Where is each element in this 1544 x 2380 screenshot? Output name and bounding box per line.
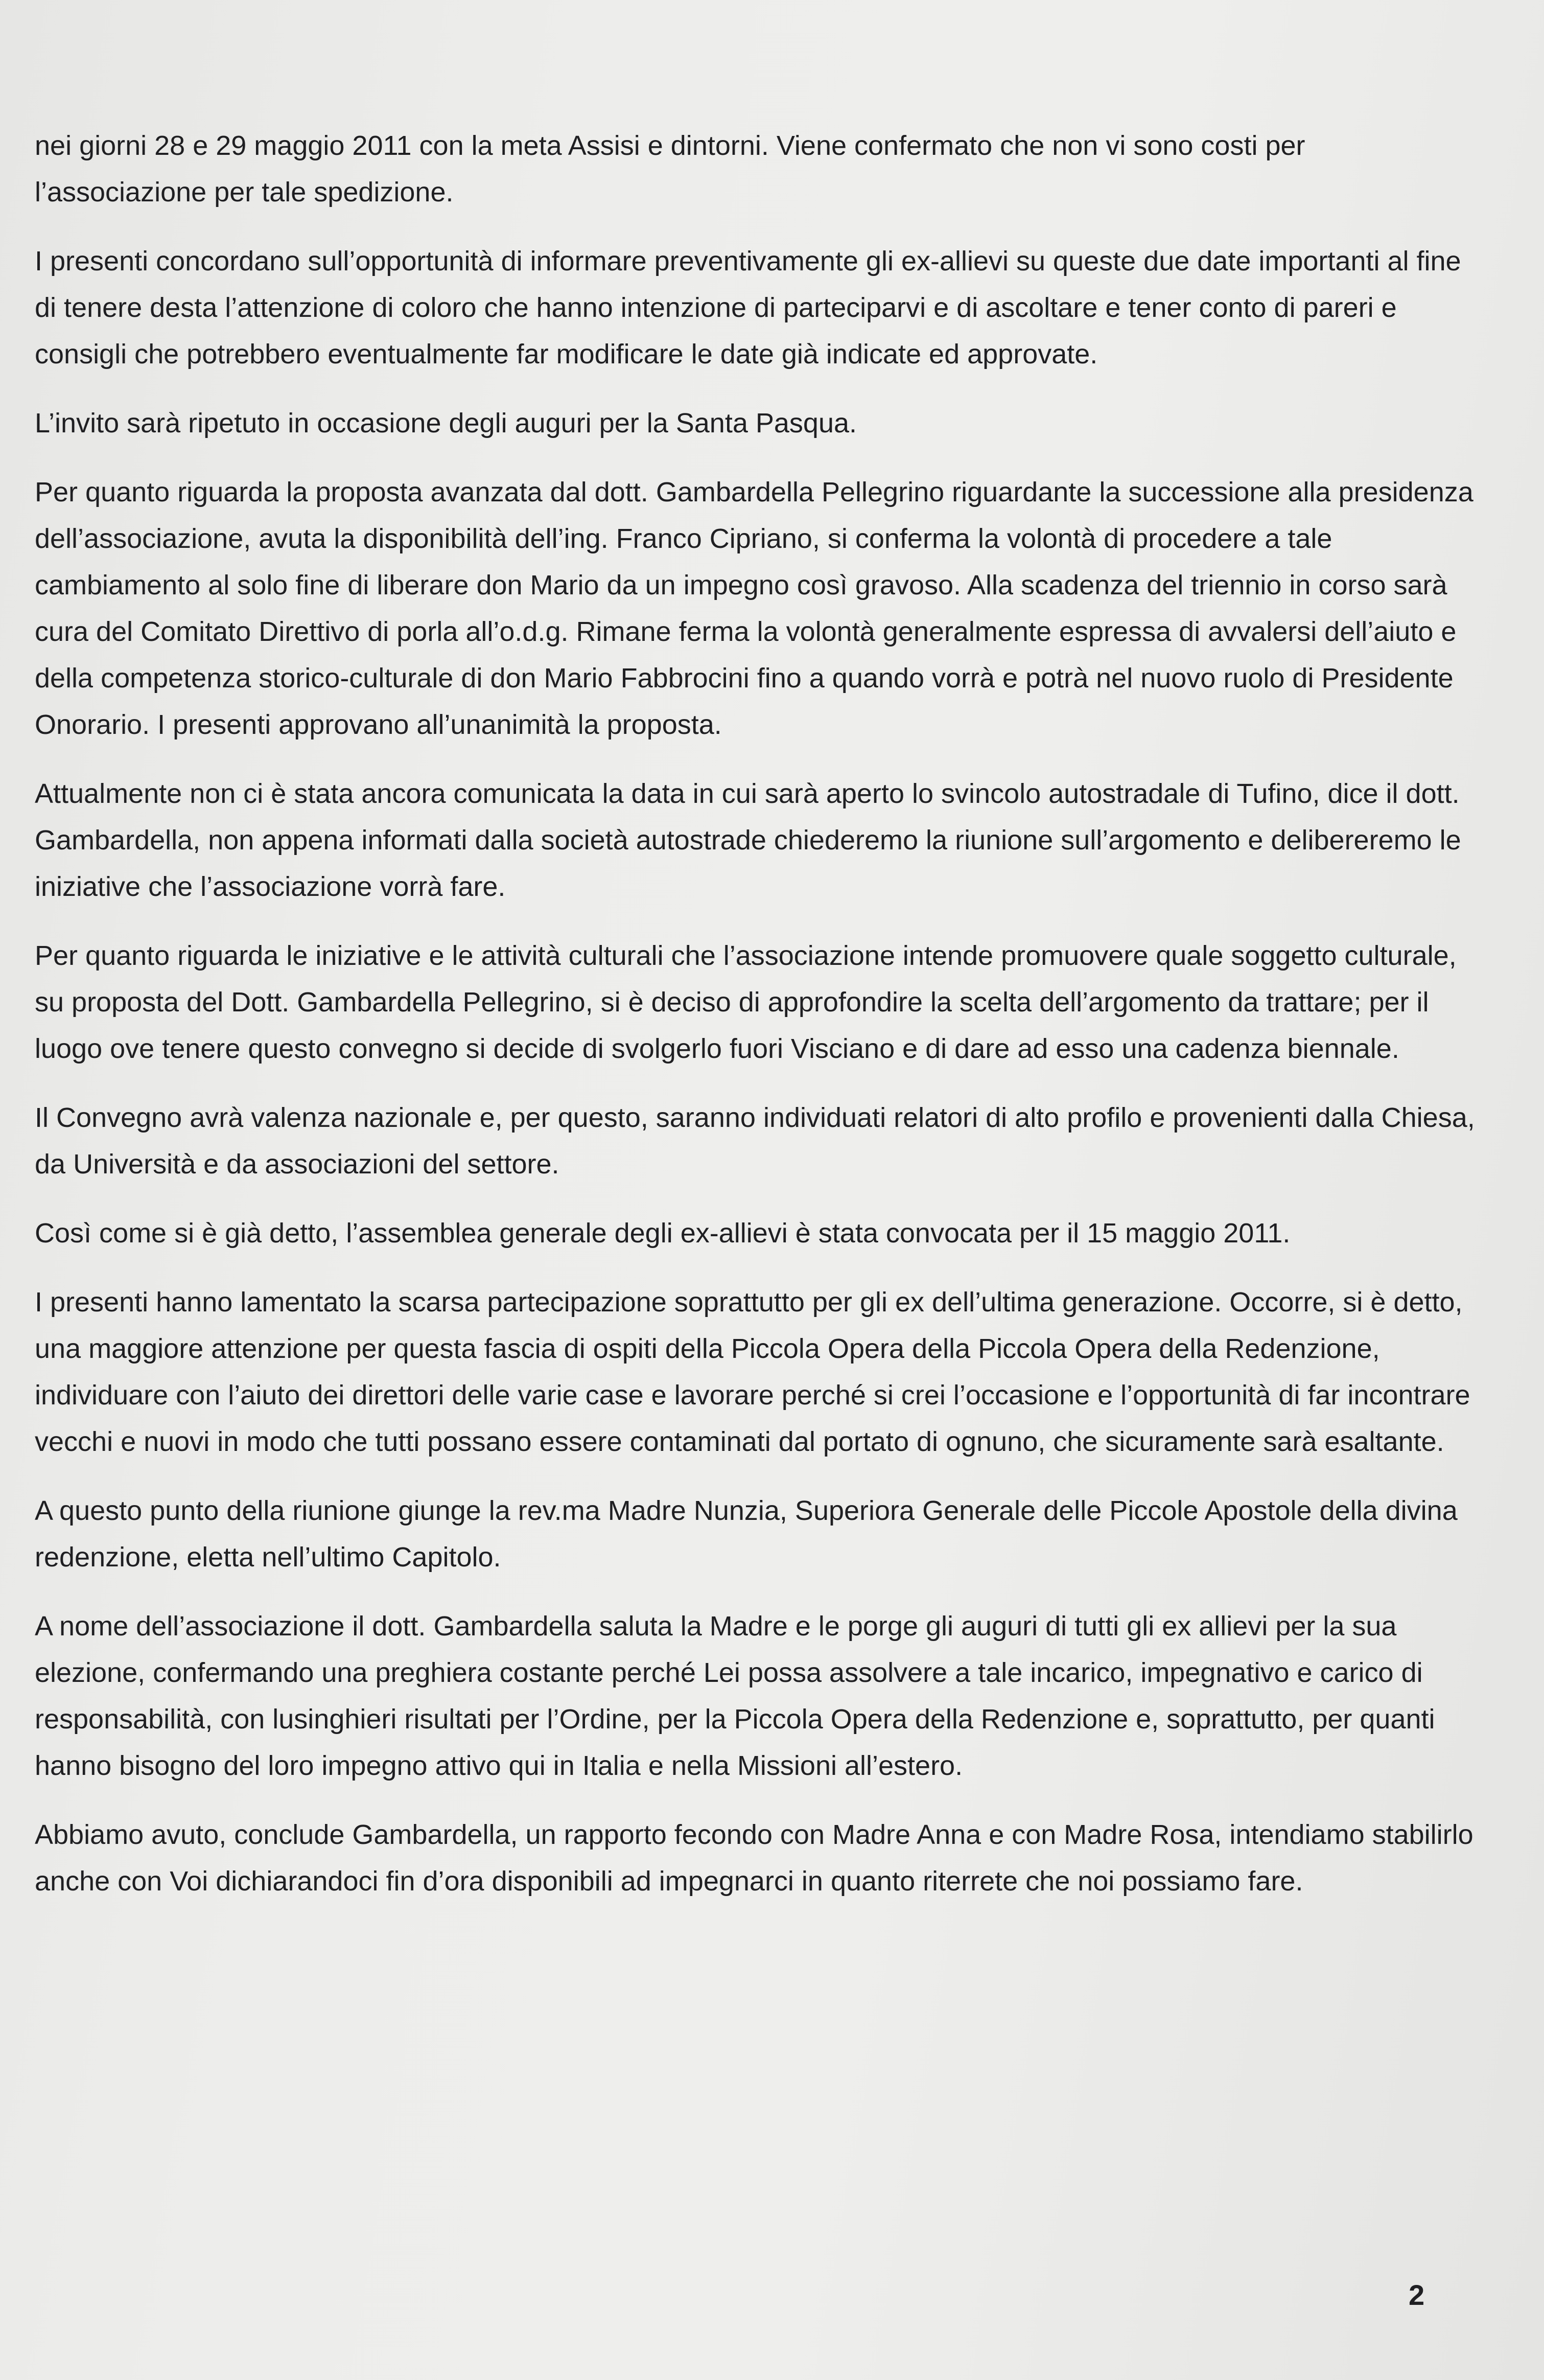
paragraph: Attualmente non ci è stata ancora comunicata la data in cui sarà aperto lo svincolo autostradale di Tufino, dice il dott. Gambardella, non appena informati dalla società autostrade chiederemo la riunione sull’argomento e delibereremo le iniziative che l’associazione vorrà fare. bbox=[35, 778, 1461, 902]
paragraph: A questo punto della riunione giunge la rev.ma Madre Nunzia, Superiora Generale delle Piccole Apostole della divina redenzione, eletta nell’ultimo Capitolo. bbox=[35, 1495, 1458, 1573]
paragraph: Per quanto riguarda la proposta avanzata dal dott. Gambardella Pellegrino riguardante la successione alla presidenza dell’associazione, avuta la disponibilità dell’ing. Franco Cipriano, si conferma la volontà di procedere a tale cambiamento al solo fine di liberare don Mario da un impegno così gravoso. Alla scadenza del triennio in corso sarà cura del Comitato Direttivo di porla all’o.d.g. Rimane ferma la volontà generalmente espressa di avvalersi dell’aiuto e della competenza storico-culturale di don Mario Fabbrocini fino a quando vorrà e potrà nel nuovo ruolo di Presidente Onorario. I presenti approvano all’unanimità la proposta. bbox=[35, 477, 1473, 740]
paragraph: Abbiamo avuto, conclude Gambardella, un rapporto fecondo con Madre Anna e con Madre Rosa, intendiamo stabilirlo anche con Voi dichiarandoci fin d’ora disponibili ad impegnarci in quanto riterrete che noi possiamo fare. bbox=[35, 1819, 1473, 1897]
paragraph: L’invito sarà ripetuto in occasione degli auguri per la Santa Pasqua. bbox=[35, 408, 857, 438]
page-number: 2 bbox=[1409, 2279, 1425, 2311]
paragraph: Per quanto riguarda le iniziative e le attività culturali che l’associazione intende promuovere quale soggetto culturale, su proposta del Dott. Gambardella Pellegrino, si è deciso di approfondire la scelta dell’argomento da trattare; per il luogo ove tenere questo convegno si decide di svolgerlo fuori Visciano e di dare ad esso una cadenza biennale. bbox=[35, 940, 1457, 1064]
paragraph: I presenti concordano sull’opportunità di informare preventivamente gli ex-allievi su queste due date importanti al fine di tenere desta l’attenzione di coloro che hanno intenzione di parteciparvi e di ascoltare e tener conto di pareri e consigli che potrebbero eventualmente far modificare le date già indicate ed approvate. bbox=[35, 246, 1461, 369]
document-body bbox=[35, 123, 1481, 1927]
paragraph: I presenti hanno lamentato la scarsa partecipazione soprattutto per gli ex dell’ultima generazione. Occorre, si è detto, una maggiore attenzione per questa fascia di ospiti della Piccola Opera della Piccola Opera della Redenzione, individuare con l’aiuto dei direttori delle varie case e lavorare perché si crei l’occasione e l’opportunità di far incontrare vecchi e nuovi in modo che tutti possano essere contaminati dal portato di ognuno, che sicuramente sarà esaltante. bbox=[35, 1287, 1470, 1457]
paragraph: A nome dell’associazione il dott. Gambardella saluta la Madre e le porge gli auguri di tutti gli ex allievi per la sua elezione, confermando una preghiera costante perché Lei possa assolvere a tale incarico, impegnativo e carico di responsabilità, con lusinghieri risultati per l’Ordine, per la Piccola Opera della Redenzione e, soprattutto, per quanti hanno bisogno del loro impegno attivo qui in Italia e nella Missioni all’estero. bbox=[35, 1611, 1435, 1781]
paragraph: Così come si è già detto, l’assemblea generale degli ex-allievi è stata convocata per il 15 maggio 2011. bbox=[35, 1218, 1291, 1249]
paragraph: Il Convegno avrà valenza nazionale e, per questo, saranno individuati relatori di alto profilo e provenienti dalla Chiesa, da Università e da associazioni del settore. bbox=[35, 1102, 1475, 1180]
paragraph: nei giorni 28 e 29 maggio 2011 con la meta Assisi e dintorni. Viene confermato che non vi sono costi per l’associazione per tale spedizione. bbox=[35, 130, 1305, 207]
